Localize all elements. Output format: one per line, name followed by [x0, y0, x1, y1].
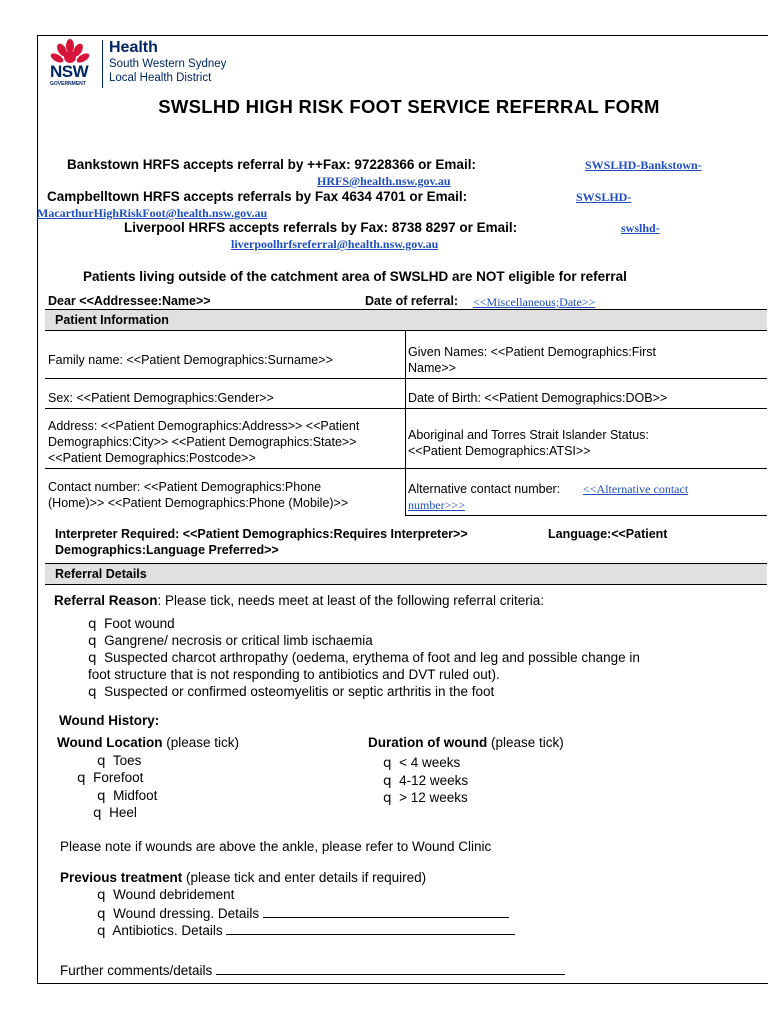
criterion-label-cont: foot structure that is not responding to antibiotics and DVT ruled out). — [88, 667, 500, 682]
criterion-label: Suspected charcot arthropathy (oedema, erythema of foot and leg and possible change in — [104, 650, 640, 665]
given-names-field: Given Names: <<Patient Demographics:First — [408, 345, 657, 359]
sex-field: Sex: <<Patient Demographics:Gender>> — [48, 391, 274, 405]
checkbox[interactable]: q — [383, 773, 392, 789]
checkbox[interactable]: q — [97, 887, 106, 903]
liverpool-text: Liverpool HRFS accepts referrals by Fax: 8738 8297 or Email: — [124, 220, 518, 235]
liverpool-email-link-cont[interactable]: liverpoolhrfsreferral@health.nsw.gov.au — [231, 237, 439, 251]
patient-info-heading: Patient Information — [55, 313, 169, 327]
checkbox[interactable]: q — [77, 770, 86, 786]
checkbox[interactable]: q — [97, 906, 106, 922]
criterion-gangrene[interactable] — [88, 633, 373, 649]
criterion-label: Suspected or confirmed osteomyelitis or septic arthritis in the foot — [104, 684, 495, 699]
location-toes[interactable] — [97, 753, 141, 769]
patient-info-table — [45, 330, 767, 516]
checkbox[interactable]: q — [97, 753, 106, 769]
duration-4-12[interactable] — [383, 773, 468, 789]
treatment-label: Antibiotics. Details — [112, 923, 223, 938]
contact-number-field-cont: (Home)>> <<Patient Demographics:Phone (Mobile)>> — [48, 496, 349, 510]
further-comments[interactable] — [60, 961, 565, 978]
referral-details-header — [45, 563, 767, 585]
checkbox[interactable]: q — [383, 790, 392, 806]
language-field-cont: Demographics:Language Preferred>> — [55, 543, 279, 557]
location-midfoot[interactable] — [97, 788, 157, 804]
criterion-osteomyelitis[interactable] — [88, 684, 494, 700]
duration-over-12[interactable] — [383, 790, 468, 806]
treatment-dressing[interactable] — [97, 904, 509, 922]
bankstown-email-link[interactable]: SWSLHD-Bankstown- — [585, 158, 702, 172]
location-forefoot[interactable] — [77, 770, 143, 786]
checkbox[interactable]: q — [97, 923, 106, 939]
atsi-field-cont: <<Patient Demographics:ATSI>> — [408, 444, 591, 458]
checkbox[interactable]: q — [88, 650, 97, 666]
wound-location-heading — [57, 735, 239, 750]
further-comments-label: Further comments/details — [60, 963, 213, 978]
location-label: Forefoot — [93, 770, 144, 785]
duration-hint: (please tick) — [487, 735, 564, 750]
nsw-health-logo — [40, 36, 260, 91]
criterion-label: Gangrene/ necrosis or critical limb ischaemia — [104, 633, 373, 648]
contact-number-field: Contact number: <<Patient Demographics:Phone — [48, 480, 322, 494]
address-field-cont: Demographics:City>> <<Patient Demographics:State>> — [48, 435, 357, 449]
liverpool-email-link[interactable]: swslhd- — [621, 221, 660, 235]
ankle-note: Please note if wounds are above the ankle, please refer to Wound Clinic — [60, 839, 492, 854]
previous-treatment-label: Previous treatment — [60, 870, 183, 885]
checkbox[interactable]: q — [97, 788, 106, 804]
patient-info-header — [45, 309, 767, 331]
referral-details-heading: Referral Details — [55, 567, 147, 581]
previous-treatment-heading — [60, 870, 426, 885]
duration-option: 4-12 weeks — [399, 773, 469, 788]
referral-reason-label: Referral Reason — [54, 593, 158, 608]
district-line-2: Local Health District — [109, 72, 212, 84]
dob-field: Date of Birth: <<Patient Demographics:DOB>> — [408, 391, 668, 405]
location-heel[interactable] — [93, 805, 137, 821]
duration-option: < 4 weeks — [399, 755, 461, 770]
interpreter-field: Interpreter Required: <<Patient Demographics:Requires Interpreter>> — [55, 527, 468, 541]
duration-heading — [368, 735, 564, 750]
health-wordmark: Health — [109, 39, 158, 56]
treatment-label: Wound debridement — [113, 887, 235, 902]
duration-under-4[interactable] — [383, 755, 460, 771]
brand-mark: NSW — [50, 62, 89, 81]
checkbox[interactable]: q — [88, 616, 97, 632]
duration-label: Duration of wound — [368, 735, 488, 750]
treatment-antibiotics[interactable] — [97, 921, 515, 939]
previous-treatment-hint: (please tick and enter details if required) — [182, 870, 427, 885]
checkbox[interactable]: q — [88, 684, 97, 700]
location-label: Midfoot — [113, 788, 158, 803]
further-comments-line[interactable] — [216, 961, 565, 975]
address-field: Address: <<Patient Demographics:Address>> <<Patient — [48, 419, 360, 433]
criterion-foot-wound[interactable] — [88, 616, 175, 632]
brand-sub: GOVERNMENT — [50, 81, 86, 87]
antibiotics-details-line[interactable] — [226, 921, 515, 935]
eligibility-notice: Patients living outside of the catchment area of SWSLHD are NOT eligible for referral — [83, 269, 627, 284]
atsi-field: Aboriginal and Torres Strait Islander Status: — [408, 428, 649, 442]
bankstown-text: Bankstown HRFS accepts referral by ++Fax: 97228366 or Email: — [67, 157, 476, 172]
duration-option: > 12 weeks — [399, 790, 468, 805]
logo-divider — [102, 40, 103, 88]
date-value[interactable]: <<Miscellaneous;Date>> — [473, 295, 596, 309]
alt-contact-value-cont[interactable]: number>>> — [408, 498, 465, 512]
campbelltown-email-link[interactable]: SWSLHD- — [576, 190, 632, 204]
form-title: SWSLHD HIGH RISK FOOT SERVICE REFERRAL FORM — [158, 96, 660, 117]
address-field-cont2: <<Patient Demographics:Postcode>> — [48, 451, 256, 465]
family-name-field: Family name: <<Patient Demographics:Surname>> — [48, 353, 333, 367]
checkbox[interactable]: q — [93, 805, 102, 821]
location-label: Toes — [112, 753, 142, 768]
alt-contact-value[interactable]: <<Alternative contact — [583, 482, 689, 496]
language-field: Language:<<Patient — [548, 527, 668, 541]
district-line-1: South Western Sydney — [109, 58, 227, 70]
checkbox[interactable]: q — [88, 633, 97, 649]
criterion-label: Foot wound — [104, 616, 175, 631]
date-label: Date of referral: — [365, 294, 459, 308]
alt-contact-label: Alternative contact number: — [408, 482, 561, 496]
wound-location-label: Wound Location — [57, 735, 163, 750]
criterion-charcot[interactable] — [88, 650, 640, 666]
treatment-debridement[interactable] — [97, 887, 234, 903]
referral-reason-text: : Please tick, needs meet at least of the following referral criteria: — [157, 593, 544, 608]
dear-line: Dear <<Addressee:Name>> — [48, 294, 211, 308]
checkbox[interactable]: q — [383, 755, 392, 771]
campbelltown-text: Campbelltown HRFS accepts referrals by Fax 4634 4701 or Email: — [47, 189, 468, 204]
treatment-label: Wound dressing. Details — [113, 906, 260, 921]
wound-location-hint: (please tick) — [162, 735, 240, 750]
dressing-details-line[interactable] — [263, 904, 509, 918]
criterion-charcot-cont — [88, 667, 500, 682]
wound-history-heading: Wound History: — [59, 713, 160, 728]
campbelltown-email-link-cont[interactable]: MacarthurHighRiskFoot@health.nsw.gov.au — [37, 206, 268, 220]
location-label: Heel — [109, 805, 137, 820]
given-names-field-cont: Name>> — [408, 361, 456, 375]
referral-reason — [54, 593, 544, 608]
bankstown-email-link-cont[interactable]: HRFS@health.nsw.gov.au — [317, 174, 451, 188]
